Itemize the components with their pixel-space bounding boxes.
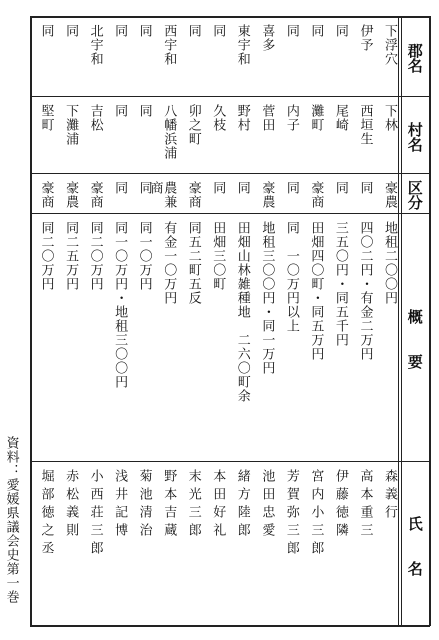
cell-name: 菊池清治 <box>136 469 152 541</box>
cell-name: 末光三郎 <box>185 469 201 541</box>
cell-category: 同 <box>332 181 348 195</box>
cell-village: 尾崎 <box>332 104 348 132</box>
cell-summary: 地租三〇〇円・同一万円 <box>259 221 275 375</box>
cell-category: 豪農 <box>381 181 397 209</box>
cell-category: 豪商 <box>308 181 324 209</box>
cell-village: 同 <box>112 104 128 118</box>
cell-district: 下浮穴 <box>381 24 397 66</box>
cell-village: 久枝 <box>210 104 226 132</box>
cell-district: 同 <box>112 24 128 38</box>
cell-district: 同 <box>210 24 226 38</box>
cell-summary: 同二五万円 <box>63 221 79 291</box>
cell-summary: 田畑三〇町 <box>210 221 226 291</box>
source-note: 資料：愛媛県議会史第一巻 <box>3 436 19 604</box>
cell-village: 菅田 <box>259 104 275 132</box>
cell-category: 豪商 <box>38 181 54 209</box>
cell-category: 豪農 <box>63 181 79 209</box>
cell-summary: 四〇二円・有金二万円 <box>357 221 373 361</box>
cell-name: 芳賀弥三郎 <box>283 469 299 559</box>
cell-name: 高本重三 <box>357 469 373 541</box>
border-right <box>429 16 431 626</box>
cell-district: 北宇和 <box>87 24 103 66</box>
cell-summary: 同 一〇万円以上 <box>283 221 299 333</box>
cell-district: 喜多 <box>259 24 275 52</box>
cell-category: 同 <box>210 181 226 195</box>
cell-district: 同 <box>283 24 299 38</box>
cell-village: 堅町 <box>38 104 54 132</box>
cell-category: 同 <box>357 181 373 195</box>
cell-village: 下灘浦 <box>63 104 79 146</box>
cell-district: 伊予 <box>357 24 373 52</box>
cell-summary: 田畑四〇町・同五万円 <box>308 221 324 361</box>
cell-name: 森義行 <box>381 469 397 523</box>
cell-name: 赤松義則 <box>63 469 79 541</box>
cell-name: 緒方陸郎 <box>234 469 250 541</box>
cell-name: 堀部徳之丞 <box>38 469 54 559</box>
cell-summary: 田畑山林雑種地 二六〇町余 <box>234 221 250 403</box>
cell-village: 同 <box>136 104 152 118</box>
cell-village: 西垣生 <box>357 104 373 146</box>
cell-category: 豪商 <box>87 181 103 209</box>
cell-summary: 三五〇円・同五千円 <box>332 221 348 347</box>
cell-summary: 地租二〇〇円 <box>381 221 397 305</box>
cell-category: 同 <box>283 181 299 195</box>
cell-district: 同 <box>332 24 348 38</box>
cell-village: 灘町 <box>308 104 324 132</box>
cell-village: 卯之町 <box>185 104 201 146</box>
cell-village: 八幡浜浦 <box>161 104 177 160</box>
header-category: 区分 <box>405 180 424 210</box>
cell-village: 野村 <box>234 104 250 132</box>
cell-name: 本田好礼 <box>210 469 226 541</box>
header-divider-inner <box>401 16 402 626</box>
cell-name: 池田忠愛 <box>259 469 275 541</box>
cell-district: 西宇和 <box>161 24 177 66</box>
cell-summary: 有金一〇万円 <box>161 221 177 305</box>
header-village: 村名 <box>405 121 424 152</box>
cell-summary: 同一〇万円・地租三〇〇円 <box>112 221 128 389</box>
cell-summary: 同一〇万円 <box>136 221 152 291</box>
cell-category: 同 <box>112 181 128 195</box>
cell-district: 東宇和 <box>234 24 250 66</box>
section-divider <box>30 461 430 462</box>
cell-district: 同 <box>185 24 201 38</box>
cell-summary: 同二〇万円 <box>38 221 54 291</box>
cell-village: 下林 <box>381 104 397 132</box>
cell-name: 宮内小三郎 <box>308 469 324 559</box>
cell-category: 同 <box>234 181 250 195</box>
cell-summary: 同五二町五反 <box>185 221 201 305</box>
cell-name: 浅井記博 <box>112 469 128 541</box>
border-bottom <box>30 625 430 627</box>
cell-category: 農兼商 <box>147 181 177 209</box>
header-summary: 概 要 <box>405 309 424 369</box>
border-left <box>30 16 32 626</box>
cell-category: 豪農 <box>259 181 275 209</box>
cell-village: 吉松 <box>87 104 103 132</box>
cell-district: 同 <box>38 24 54 38</box>
border-top <box>30 16 430 18</box>
header-district: 郡名 <box>405 43 424 73</box>
cell-summary: 同二〇万円 <box>87 221 103 291</box>
header-name: 氏 名 <box>405 515 424 576</box>
cell-district: 同 <box>63 24 79 38</box>
cell-name: 小西荘三郎 <box>87 469 103 559</box>
cell-district: 同 <box>308 24 324 38</box>
section-divider <box>30 213 430 214</box>
cell-category: 豪商 <box>185 181 201 209</box>
cell-village: 内子 <box>283 104 299 132</box>
header-divider <box>398 16 399 626</box>
cell-name: 伊藤徳隣 <box>332 469 348 541</box>
table <box>30 16 430 626</box>
section-divider <box>30 173 430 174</box>
section-divider <box>30 96 430 97</box>
cell-category: 同 <box>136 181 152 195</box>
cell-name: 野本吉蔵 <box>161 469 177 541</box>
cell-district: 同 <box>136 24 152 38</box>
